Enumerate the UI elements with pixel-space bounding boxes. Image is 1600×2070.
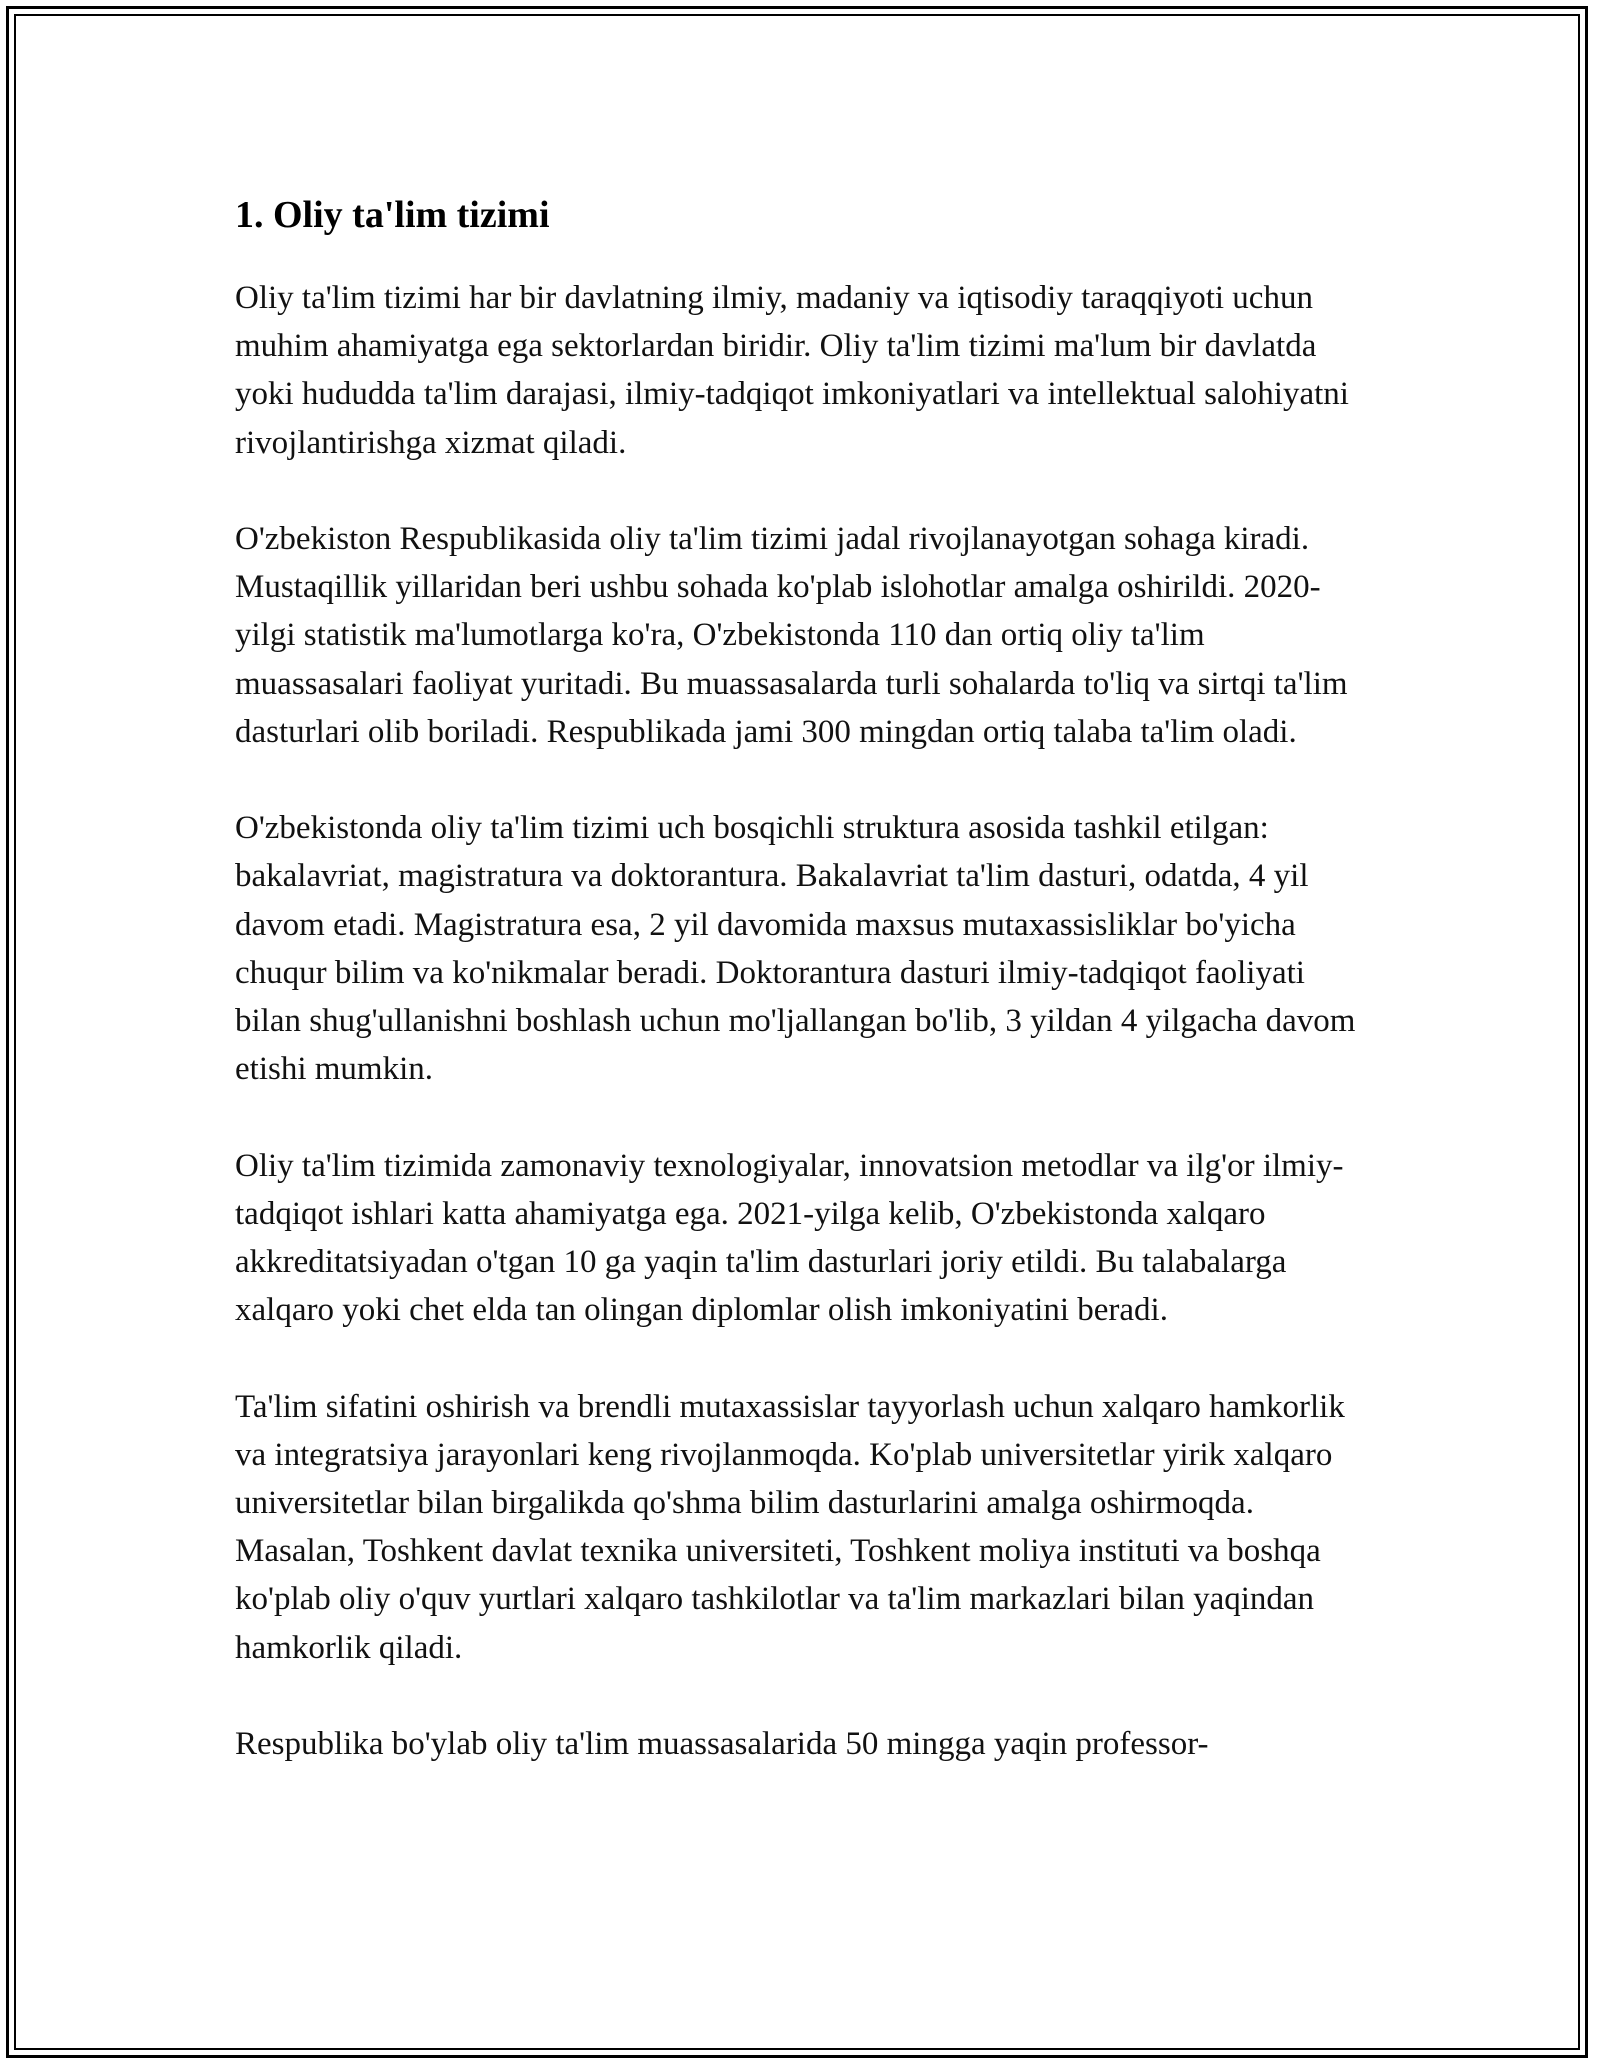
paragraph-3: O'zbekistonda oliy ta'lim tizimi uch bosqichli struktura asosida tashkil etilgan: bakalavriat, magistratura va doktorantura. Bakalavriat ta'lim dasturi, odatda, 4 yil davom etadi. Magistratura esa, 2 yil davomida maxsus mutaxassisliklar bo'yicha chuqur bilim va ko'nikmalar beradi. Doktorantura dasturi ilmiy-tadqiqot faoliyati bilan shug'ullanishni boshlash uchun mo'ljallangan bo'lib, 3 yildan 4 yilgacha davom etishi mumkin. <box>235 810 1356 1088</box>
section-heading: 1. Oliy ta'lim tizimi <box>235 194 550 236</box>
paragraph-6: Respublika bo'ylab oliy ta'lim muassasalarida 50 mingga yaqin professor- <box>235 1726 1209 1763</box>
document-body <box>235 180 1375 1816</box>
paragraph-5: Ta'lim sifatini oshirish va brendli mutaxassislar tayyorlash uchun xalqaro hamkorlik va integratsiya jarayonlari keng rivojlanmoqda. Ko'plab universitetlar yirik xalqaro universitetlar bilan birgalikda qo'shma bilim dasturlarini amalga oshirmoqda. Masalan, Toshkent davlat texnika universiteti, Toshkent moliya instituti va boshqa ko'plab oliy o'quv yurtlari xalqaro tashkilotlar va ta'lim markazlari bilan yaqindan hamkorlik qiladi. <box>235 1388 1345 1666</box>
paragraph-4: Oliy ta'lim tizimida zamonaviy texnologiyalar, innovatsion metodlar va ilg'or ilmiy-tadqiqot ishlari katta ahamiyatga ega. 2021-yilga kelib, O'zbekistonda xalqaro akkreditatsiyadan o'tgan 10 ga yaqin ta'lim dasturlari joriy etildi. Bu talabalarga xalqaro yoki chet elda tan olingan diplomlar olish imkoniyatini beradi. <box>235 1147 1344 1329</box>
paragraph-1: Oliy ta'lim tizimi har bir davlatning ilmiy, madaniy va iqtisodiy taraqqiyoti uchun muhim ahamiyatga ega sektorlardan biridir. Oliy ta'lim tizimi ma'lum bir davlatda yoki hududda ta'lim darajasi, ilmiy-tadqiqot imkoniyatlari va intellektual salohiyatni rivojlantirishga xizmat qiladi. <box>235 280 1349 461</box>
paragraph-2: O'zbekiston Respublikasida oliy ta'lim tizimi jadal rivojlanayotgan sohaga kiradi. Mustaqillik yillaridan beri ushbu sohada ko'plab islohotlar amalga oshirildi. 2020-yilgi statistik ma'lumotlarga ko'ra, O'zbekistonda 110 dan ortiq oliy ta'lim muassasalari faoliyat yuritadi. Bu muassasalarda turli sohalarda to'liq va sirtqi ta'lim dasturlari olib boriladi. Respublikada jami 300 mingdan ortiq talaba ta'lim oladi. <box>235 521 1348 750</box>
